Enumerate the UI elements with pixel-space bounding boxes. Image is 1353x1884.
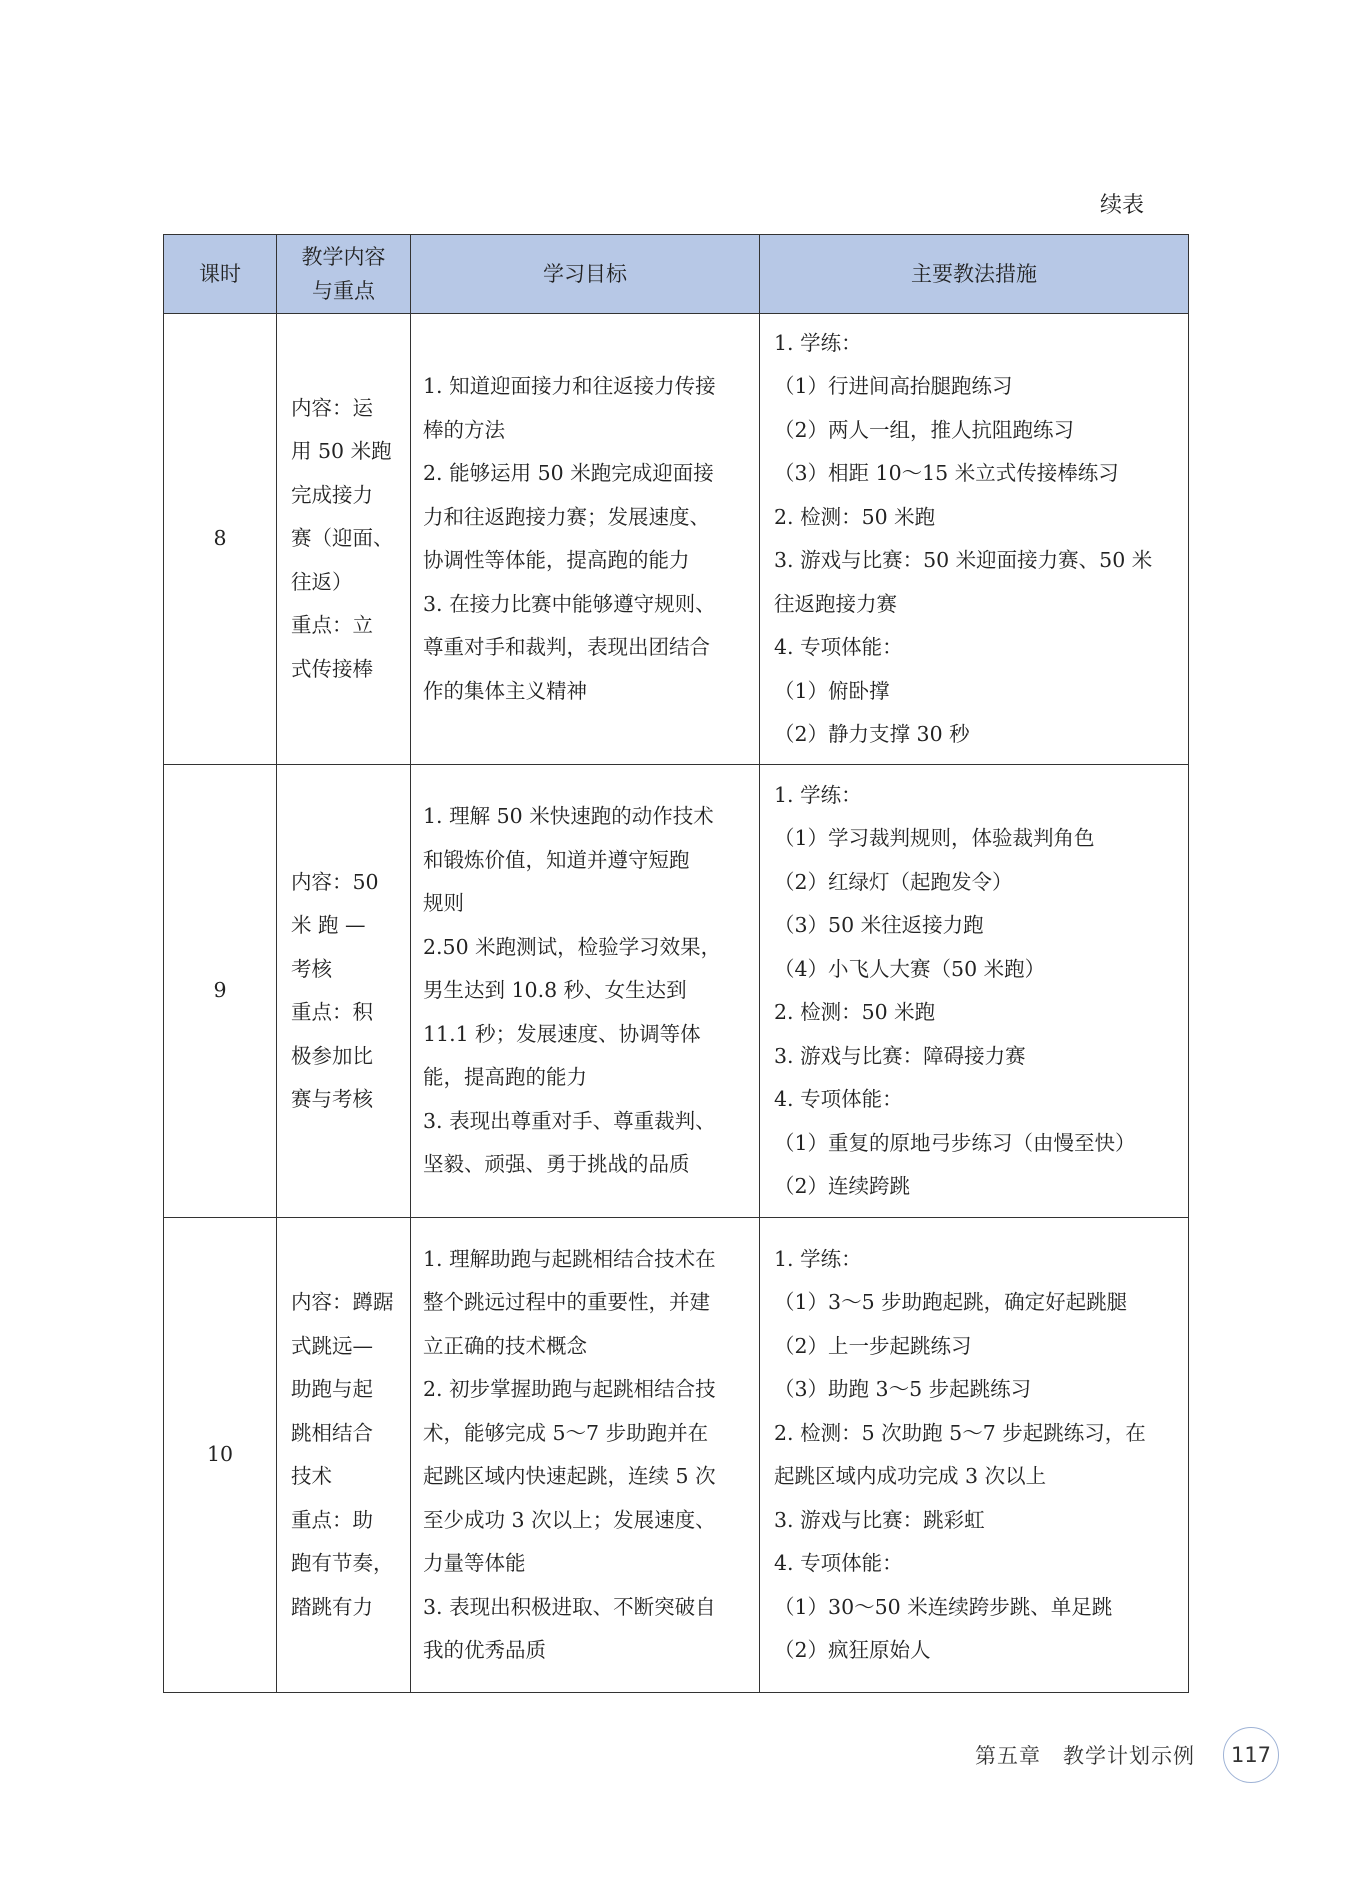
cell-line: 我的优秀品质 xyxy=(423,1638,546,1662)
cell-line: 4. 专项体能： xyxy=(774,1551,903,1575)
cell-line: 尊重对手和裁判，表现出团结合 xyxy=(423,635,710,659)
header-methods: 主要教法措施 xyxy=(760,235,1189,314)
cell-line: 赛与考核 xyxy=(291,1087,373,1111)
cell-line: 1. 理解 50 米快速跑的动作技术 xyxy=(423,804,714,829)
cell-line: 3. 在接力比赛中能够遵守规则、 xyxy=(423,591,716,616)
cell-line: 3. 游戏与比赛：障碍接力赛 xyxy=(774,1043,1026,1068)
cell-line: （2）两人一组，推人抗阻跑练习 xyxy=(774,417,1075,442)
methods-cell xyxy=(760,314,1189,765)
cell-line: 1. 理解助跑与起跳相结合技术在 xyxy=(423,1246,716,1271)
content-cell xyxy=(277,765,411,1218)
cell-line: 3. 表现出尊重对手、尊重裁判、 xyxy=(423,1108,716,1133)
cell-line: （2）上一步起跳练习 xyxy=(774,1333,972,1358)
methods-cell xyxy=(760,1218,1189,1693)
cell-line: 考核 xyxy=(291,956,332,981)
cell-line: （1）3～5 步助跑起跳，确定好起跳腿 xyxy=(774,1290,1128,1314)
header-content xyxy=(277,235,411,314)
cell-line: 往返） xyxy=(291,569,353,594)
cell-line: 重点：助 xyxy=(291,1507,373,1532)
cell-line: 棒的方法 xyxy=(423,417,505,442)
cell-line: （2）疯狂原始人 xyxy=(774,1638,931,1662)
cell-line: 4. 专项体能： xyxy=(774,1087,903,1111)
cell-line: 立正确的技术概念 xyxy=(423,1333,587,1358)
cell-line: 3. 表现出积极进取、不断突破自 xyxy=(423,1594,716,1619)
cell-line: 极参加比 xyxy=(291,1043,373,1068)
methods-cell xyxy=(760,765,1189,1218)
cell-line: 协调性等体能，提高跑的能力 xyxy=(423,548,690,572)
cell-line: 式传接棒 xyxy=(291,656,373,681)
cell-line: 2.50 米跑测试，检验学习效果， xyxy=(423,934,722,959)
cell-line: 往返跑接力赛 xyxy=(774,591,897,616)
continued-label: 续表 xyxy=(1100,193,1145,218)
teaching-plan-table xyxy=(163,234,1189,1693)
cell-line: 2. 能够运用 50 米跑完成迎面接 xyxy=(423,461,714,485)
cell-line: 力和往返跑接力赛；发展速度、 xyxy=(423,504,710,529)
cell-line: 跑有节奏， xyxy=(291,1551,394,1575)
cell-line: 作的集体主义精神 xyxy=(423,678,587,703)
cell-line: 能，提高跑的能力 xyxy=(423,1065,587,1090)
lesson-number: 10 xyxy=(164,1218,277,1693)
header-line: 教学内容 xyxy=(301,245,386,269)
cell-line: 整个跳远过程中的重要性，并建 xyxy=(423,1290,710,1314)
cell-line: 起跳区域内快速起跳，连续 5 次 xyxy=(423,1464,716,1488)
cell-line: 2. 检测：5 次助跑 5～7 步起跳练习，在 xyxy=(774,1420,1146,1445)
cell-line: 重点：立 xyxy=(291,613,373,638)
table-row xyxy=(164,314,1189,765)
cell-line: 1. 知道迎面接力和往返接力传接 xyxy=(423,374,716,398)
cell-line: （1）30～50 米连续跨步跳、单足跳 xyxy=(774,1594,1113,1619)
cell-line: 内容：50 xyxy=(291,869,379,894)
cell-line: 助跑与起 xyxy=(291,1377,373,1401)
cell-line: 2. 检测：50 米跑 xyxy=(774,1000,936,1024)
cell-line: （3）相距 10～15 米立式传接棒练习 xyxy=(774,461,1119,485)
cell-line: 男生达到 10.8 秒、女生达到 xyxy=(423,978,687,1003)
goals-cell xyxy=(411,765,760,1218)
cell-line: （2）红绿灯（起跑发令） xyxy=(774,869,1013,894)
cell-line: （3）助跑 3～5 步起跳练习 xyxy=(774,1377,1032,1401)
cell-line: （2）连续跨跳 xyxy=(774,1174,911,1198)
cell-line: 2. 检测：50 米跑 xyxy=(774,504,936,529)
cell-line: 力量等体能 xyxy=(423,1551,526,1575)
page-number: 117 xyxy=(1223,1727,1279,1783)
cell-line: 内容：运 xyxy=(291,395,373,420)
header-goals: 学习目标 xyxy=(411,235,760,314)
cell-line: 内容：蹲踞 xyxy=(291,1290,394,1314)
header-line: 与重点 xyxy=(312,279,375,303)
cell-line: 术，能够完成 5～7 步助跑并在 xyxy=(423,1420,709,1445)
cell-line: 3. 游戏与比赛：50 米迎面接力赛、50 米 xyxy=(774,548,1153,572)
cell-line: 技术 xyxy=(291,1464,332,1488)
cell-line: 1. 学练： xyxy=(774,330,862,355)
chapter-footer: 第五章 教学计划示例 xyxy=(975,1744,1195,1768)
cell-line: （1）学习裁判规则，体验裁判角色 xyxy=(774,826,1095,850)
lesson-number: 8 xyxy=(164,314,277,765)
cell-line: （1）行进间高抬腿跑练习 xyxy=(774,374,1013,398)
content-cell xyxy=(277,314,411,765)
cell-line: 至少成功 3 次以上；发展速度、 xyxy=(423,1507,716,1532)
cell-line: 用 50 米跑 xyxy=(291,439,392,464)
cell-line: 4. 专项体能： xyxy=(774,635,903,659)
cell-line: 11.1 秒；发展速度、协调等体 xyxy=(423,1021,701,1046)
cell-line: （3）50 米往返接力跑 xyxy=(774,913,984,937)
goals-cell xyxy=(411,314,760,765)
cell-line: 跳相结合 xyxy=(291,1420,373,1445)
cell-line: 1. 学练： xyxy=(774,1246,862,1271)
content-cell xyxy=(277,1218,411,1693)
cell-line: 踏跳有力 xyxy=(291,1594,373,1619)
cell-line: （1）俯卧撑 xyxy=(774,678,890,703)
table-row xyxy=(164,765,1189,1218)
cell-line: 起跳区域内成功完成 3 次以上 xyxy=(774,1464,1047,1488)
cell-line: 完成接力 xyxy=(291,482,373,507)
header-lesson: 课时 xyxy=(164,235,277,314)
cell-line: 米 跑 — xyxy=(291,913,366,937)
cell-line: 规则 xyxy=(423,891,464,916)
cell-line: 2. 初步掌握助跑与起跳相结合技 xyxy=(423,1377,716,1401)
cell-line: 赛（迎面、 xyxy=(291,526,394,551)
cell-line: （1）重复的原地弓步练习（由慢至快） xyxy=(774,1130,1136,1155)
cell-line: （2）静力支撑 30 秒 xyxy=(774,722,970,746)
cell-line: 重点：积 xyxy=(291,1000,373,1024)
cell-line: （4）小飞人大赛（50 米跑） xyxy=(774,956,1046,981)
cell-line: 3. 游戏与比赛：跳彩虹 xyxy=(774,1507,985,1532)
table-header-row xyxy=(164,235,1189,314)
cell-line: 和锻炼价值，知道并遵守短跑 xyxy=(423,847,690,872)
lesson-number: 9 xyxy=(164,765,277,1218)
table-row xyxy=(164,1218,1189,1693)
cell-line: 1. 学练： xyxy=(774,782,862,807)
cell-line: 式跳远— xyxy=(291,1333,373,1358)
goals-cell xyxy=(411,1218,760,1693)
cell-line: 坚毅、顽强、勇于挑战的品质 xyxy=(423,1152,690,1177)
